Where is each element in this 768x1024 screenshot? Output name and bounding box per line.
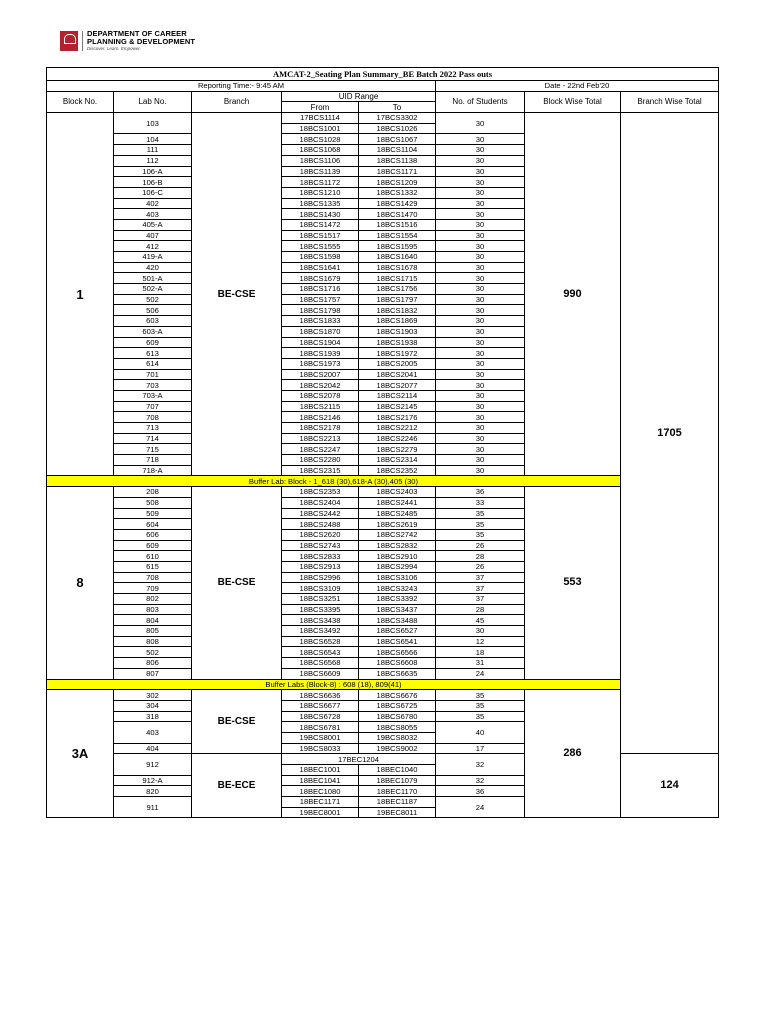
lab-no-cell: 419-A	[114, 252, 192, 263]
lab-no-cell: 604	[114, 519, 192, 530]
lab-no-cell: 806	[114, 658, 192, 669]
uid-to-cell: 18BEC1170	[359, 786, 436, 797]
sheet-title: AMCAT-2_Seating Plan Summary_BE Batch 2022 Pass outs	[47, 68, 719, 81]
uid-to-cell: 18BCS1138	[359, 155, 436, 166]
lab-no-cell: 412	[114, 241, 192, 252]
uid-to-cell: 18BCS1715	[359, 273, 436, 284]
students-cell: 30	[436, 155, 525, 166]
uid-from-cell: 19BEC8001	[282, 807, 359, 818]
uid-from-cell: 18BEC1080	[282, 786, 359, 797]
logo-line-2: PLANNING & DEVELOPMENT	[87, 37, 196, 46]
uid-from-cell: 18BCS1517	[282, 230, 359, 241]
lab-no-cell: 403	[114, 209, 192, 220]
lab-no-cell: 701	[114, 369, 192, 380]
uid-to-cell: 18BCS6725	[359, 700, 436, 711]
students-cell: 12	[436, 636, 525, 647]
uid-to-cell: 18BCS1067	[359, 134, 436, 145]
uid-to-cell: 18BCS6780	[359, 711, 436, 722]
uid-to-cell: 18BCS3243	[359, 583, 436, 594]
uid-to-cell: 18BCS1756	[359, 284, 436, 295]
uid-to-cell: 18BCS6676	[359, 690, 436, 701]
uid-from-cell: 18BCS1472	[282, 219, 359, 230]
uid-to-cell: 18BCS1640	[359, 252, 436, 263]
uid-to-cell: 18BCS1516	[359, 219, 436, 230]
lab-no-cell: 802	[114, 594, 192, 605]
branch-cell: BE-CSE	[192, 487, 282, 679]
students-cell: 30	[436, 390, 525, 401]
lab-no-cell: 609	[114, 337, 192, 348]
uid-to-cell: 18BCS2145	[359, 401, 436, 412]
buffer-lab-note: Buffer Labs (Block-8) : 608 (18), 809(41)	[47, 679, 621, 690]
uid-from-cell: 18BCS1716	[282, 284, 359, 295]
uid-from-cell: 18BCS3438	[282, 615, 359, 626]
lab-no-cell: 803	[114, 604, 192, 615]
uid-from-cell: 18BCS2353	[282, 487, 359, 498]
uid-from-cell: 18BCS2315	[282, 465, 359, 476]
lab-no-cell: 506	[114, 305, 192, 316]
uid-from-cell: 18BCS1028	[282, 134, 359, 145]
students-cell: 35	[436, 529, 525, 540]
lab-no-cell: 318	[114, 711, 192, 722]
students-cell: 28	[436, 551, 525, 562]
uid-from-cell: 18BCS2913	[282, 561, 359, 572]
uid-to-cell: 18BCS1869	[359, 316, 436, 327]
branch-total-cell: 1705	[621, 113, 719, 754]
lab-no-cell: 606	[114, 529, 192, 540]
header-branch-wise-total: Branch Wise Total	[621, 91, 719, 112]
lab-no-cell: 610	[114, 551, 192, 562]
students-cell: 35	[436, 700, 525, 711]
uid-to-cell: 18BCS2352	[359, 465, 436, 476]
students-cell: 35	[436, 711, 525, 722]
header-no-of-students: No. of Students	[436, 91, 525, 112]
students-cell: 30	[436, 412, 525, 423]
uid-from-cell: 17BCS1114	[282, 113, 359, 124]
lab-no-cell: 402	[114, 198, 192, 209]
uid-to-cell: 18BEC1187	[359, 797, 436, 808]
lab-no-cell: 708	[114, 412, 192, 423]
uid-to-cell: 18BCS2114	[359, 390, 436, 401]
uid-from-cell: 18BCS2078	[282, 390, 359, 401]
block-total-cell: 553	[525, 487, 621, 679]
uid-to-cell: 18BCS1554	[359, 230, 436, 241]
students-cell: 30	[436, 305, 525, 316]
lab-no-cell: 104	[114, 134, 192, 145]
students-cell: 30	[436, 209, 525, 220]
uid-from-cell: 18BCS2042	[282, 380, 359, 391]
students-cell: 26	[436, 561, 525, 572]
students-cell: 30	[436, 134, 525, 145]
uid-from-cell: 18BCS2007	[282, 369, 359, 380]
lab-no-cell: 208	[114, 487, 192, 498]
uid-from-cell: 18BCS2404	[282, 497, 359, 508]
table-row	[47, 487, 719, 498]
students-cell: 30	[436, 423, 525, 434]
table-row	[47, 679, 719, 690]
uid-to-cell: 18BCS1797	[359, 294, 436, 305]
lab-no-cell: 820	[114, 786, 192, 797]
uid-from-cell: 18BCS3395	[282, 604, 359, 615]
uid-from-cell: 18BCS2213	[282, 433, 359, 444]
uid-from-cell: 18BCS1001	[282, 123, 359, 134]
students-cell: 30	[436, 444, 525, 455]
uid-to-cell: 18BCS1595	[359, 241, 436, 252]
branch-total-cell: 124	[621, 754, 719, 818]
uid-to-cell: 18BCS3437	[359, 604, 436, 615]
exam-date: Date - 22nd Feb'20	[436, 81, 719, 92]
branch-cell: BE-ECE	[192, 754, 282, 818]
uid-to-cell: 18BCS2441	[359, 497, 436, 508]
lab-no-cell: 805	[114, 626, 192, 637]
uid-to-cell: 18BCS1104	[359, 145, 436, 156]
lab-no-cell: 703-A	[114, 390, 192, 401]
uid-to-cell: 18BCS8055	[359, 722, 436, 733]
uid-to-cell: 18BCS1938	[359, 337, 436, 348]
uid-from-cell: 18BCS2488	[282, 519, 359, 530]
uid-from-cell: 18BEC1041	[282, 775, 359, 786]
block-total-cell: 286	[525, 690, 621, 818]
uid-to-cell: 18BCS2041	[359, 369, 436, 380]
lab-no-cell: 302	[114, 690, 192, 701]
uid-from-cell: 18BCS1904	[282, 337, 359, 348]
lab-no-cell: 808	[114, 636, 192, 647]
lab-no-cell: 709	[114, 583, 192, 594]
students-cell: 30	[436, 465, 525, 476]
uid-to-cell: 18BCS1332	[359, 187, 436, 198]
lab-no-cell: 603	[114, 316, 192, 327]
uid-to-cell: 18BCS3392	[359, 594, 436, 605]
uid-from-cell: 19BCS8033	[282, 743, 359, 754]
uid-from-cell: 18BCS1210	[282, 187, 359, 198]
lab-no-cell: 112	[114, 155, 192, 166]
students-cell: 30	[436, 230, 525, 241]
uid-from-cell: 18BCS1068	[282, 145, 359, 156]
students-cell: 30	[436, 294, 525, 305]
lab-no-cell: 103	[114, 113, 192, 134]
header-block-wise-total: Block Wise Total	[525, 91, 621, 112]
lab-no-cell: 614	[114, 358, 192, 369]
uid-from-cell: 18BCS6568	[282, 658, 359, 669]
uid-from-cell: 18BCS2442	[282, 508, 359, 519]
students-cell: 40	[436, 722, 525, 743]
uid-from-cell: 18BCS2743	[282, 540, 359, 551]
header-uid-range: UID Range	[282, 91, 436, 102]
lab-no-cell: 804	[114, 615, 192, 626]
header-block-no: Block No.	[47, 91, 114, 112]
uid-from-cell: 18BCS6543	[282, 647, 359, 658]
lab-no-cell: 420	[114, 262, 192, 273]
students-cell: 30	[436, 166, 525, 177]
lab-no-cell: 509	[114, 508, 192, 519]
header-uid-to: To	[359, 102, 436, 113]
uid-to-cell: 18BCS1026	[359, 123, 436, 134]
uid-from-cell: 18BCS1598	[282, 252, 359, 263]
students-cell: 30	[436, 252, 525, 263]
table-row	[47, 113, 719, 124]
uid-from-cell: 18BCS2620	[282, 529, 359, 540]
university-emblem-icon	[60, 31, 78, 51]
uid-to-cell: 17BCS3302	[359, 113, 436, 124]
uid-to-cell: 18BCS1678	[359, 262, 436, 273]
buffer-lab-note: Buffer Lab: Block - 1_618 (30),618-A (30),405 (30)	[47, 476, 621, 487]
students-cell: 35	[436, 690, 525, 701]
students-cell: 30	[436, 262, 525, 273]
uid-from-cell: 19BCS8001	[282, 732, 359, 743]
students-cell: 30	[436, 198, 525, 209]
uid-from-cell: 18BCS2178	[282, 423, 359, 434]
uid-to-cell: 18BCS2279	[359, 444, 436, 455]
lab-no-cell: 405-A	[114, 219, 192, 230]
uid-to-cell: 18BCS6527	[359, 626, 436, 637]
uid-from-cell: 18BCS1757	[282, 294, 359, 305]
uid-to-cell: 18BCS1470	[359, 209, 436, 220]
students-cell: 30	[436, 401, 525, 412]
uid-to-cell: 18BCS2314	[359, 455, 436, 466]
lab-no-cell: 615	[114, 561, 192, 572]
branch-cell: BE-CSE	[192, 690, 282, 754]
lab-no-cell: 502	[114, 294, 192, 305]
uid-to-cell: 18BCS1171	[359, 166, 436, 177]
lab-no-cell: 106-A	[114, 166, 192, 177]
uid-from-cell: 18BCS3492	[282, 626, 359, 637]
students-cell: 30	[436, 348, 525, 359]
branch-cell: BE-CSE	[192, 113, 282, 476]
students-cell: 30	[436, 455, 525, 466]
uid-from-cell: 18BCS1973	[282, 358, 359, 369]
uid-from-cell: 18BCS6528	[282, 636, 359, 647]
students-cell: 30	[436, 358, 525, 369]
uid-from-cell: 18BCS1798	[282, 305, 359, 316]
lab-no-cell: 807	[114, 668, 192, 679]
students-cell: 36	[436, 487, 525, 498]
uid-to-cell: 18BCS1903	[359, 326, 436, 337]
lab-no-cell: 912	[114, 754, 192, 775]
students-cell: 28	[436, 604, 525, 615]
uid-from-cell: 18BCS2996	[282, 572, 359, 583]
uid-to-cell: 18BCS1429	[359, 198, 436, 209]
students-cell: 30	[436, 380, 525, 391]
uid-from-cell: 18BCS1430	[282, 209, 359, 220]
lab-no-cell: 703	[114, 380, 192, 391]
uid-to-cell: 18BCS1972	[359, 348, 436, 359]
lab-no-cell: 111	[114, 145, 192, 156]
block-no-cell: 8	[47, 487, 114, 679]
uid-to-cell: 18BCS2832	[359, 540, 436, 551]
uid-to-cell: 18BEC1040	[359, 765, 436, 776]
uid-to-cell: 18BCS2176	[359, 412, 436, 423]
uid-from-cell: 18BCS6728	[282, 711, 359, 722]
uid-from-cell: 18BCS1679	[282, 273, 359, 284]
students-cell: 30	[436, 113, 525, 134]
students-cell: 17	[436, 743, 525, 754]
block-no-cell: 3A	[47, 690, 114, 818]
uid-from-cell: 18BCS1870	[282, 326, 359, 337]
uid-to-cell: 18BCS2403	[359, 487, 436, 498]
uid-range-cell: 17BEC1204	[282, 754, 436, 765]
lab-no-cell: 106-B	[114, 177, 192, 188]
students-cell: 26	[436, 540, 525, 551]
logo-line-1: DEPARTMENT OF CAREER	[87, 29, 187, 38]
students-cell: 30	[436, 626, 525, 637]
uid-to-cell: 18BCS3488	[359, 615, 436, 626]
header-lab-no: Lab No.	[114, 91, 192, 112]
lab-no-cell: 501-A	[114, 273, 192, 284]
students-cell: 30	[436, 337, 525, 348]
uid-from-cell: 18BEC1171	[282, 797, 359, 808]
uid-to-cell: 18BCS2994	[359, 561, 436, 572]
uid-to-cell: 18BCS2246	[359, 433, 436, 444]
uid-from-cell: 18BCS1641	[282, 262, 359, 273]
students-cell: 30	[436, 369, 525, 380]
uid-from-cell: 18BCS1555	[282, 241, 359, 252]
uid-from-cell: 18BCS2115	[282, 401, 359, 412]
lab-no-cell: 609	[114, 540, 192, 551]
lab-no-cell: 304	[114, 700, 192, 711]
uid-to-cell: 19BCS8032	[359, 732, 436, 743]
block-total-cell: 990	[525, 113, 621, 476]
uid-to-cell: 18BCS2910	[359, 551, 436, 562]
uid-to-cell: 18BCS3106	[359, 572, 436, 583]
lab-no-cell: 708	[114, 572, 192, 583]
uid-from-cell: 18BCS1139	[282, 166, 359, 177]
uid-from-cell: 18BCS6781	[282, 722, 359, 733]
students-cell: 30	[436, 177, 525, 188]
uid-from-cell: 18BCS1172	[282, 177, 359, 188]
uid-from-cell: 18BEC1001	[282, 765, 359, 776]
lab-no-cell: 502-A	[114, 284, 192, 295]
uid-to-cell: 19BEC8011	[359, 807, 436, 818]
uid-to-cell: 18BCS2005	[359, 358, 436, 369]
uid-to-cell: 18BCS1832	[359, 305, 436, 316]
lab-no-cell: 911	[114, 797, 192, 818]
students-cell: 32	[436, 775, 525, 786]
lab-no-cell: 403	[114, 722, 192, 743]
students-cell: 45	[436, 615, 525, 626]
uid-to-cell: 18BCS2077	[359, 380, 436, 391]
uid-from-cell: 18BCS1939	[282, 348, 359, 359]
uid-from-cell: 18BCS2247	[282, 444, 359, 455]
students-cell: 30	[436, 145, 525, 156]
students-cell: 30	[436, 219, 525, 230]
uid-to-cell: 19BCS9002	[359, 743, 436, 754]
uid-to-cell: 18BCS6635	[359, 668, 436, 679]
students-cell: 37	[436, 583, 525, 594]
students-cell: 30	[436, 284, 525, 295]
lab-no-cell: 713	[114, 423, 192, 434]
students-cell: 35	[436, 508, 525, 519]
uid-from-cell: 18BCS6609	[282, 668, 359, 679]
lab-no-cell: 603-A	[114, 326, 192, 337]
uid-to-cell: 18BEC1079	[359, 775, 436, 786]
lab-no-cell: 718-A	[114, 465, 192, 476]
students-cell: 30	[436, 187, 525, 198]
students-cell: 24	[436, 668, 525, 679]
header-branch: Branch	[192, 91, 282, 112]
seating-plan-table	[46, 67, 719, 818]
uid-from-cell: 18BCS1833	[282, 316, 359, 327]
students-cell: 32	[436, 754, 525, 775]
lab-no-cell: 106-C	[114, 187, 192, 198]
uid-from-cell: 18BCS2833	[282, 551, 359, 562]
header-uid-from: From	[282, 102, 359, 113]
students-cell: 35	[436, 519, 525, 530]
students-cell: 31	[436, 658, 525, 669]
students-cell: 30	[436, 316, 525, 327]
students-cell: 37	[436, 572, 525, 583]
uid-from-cell: 18BCS3251	[282, 594, 359, 605]
lab-no-cell: 613	[114, 348, 192, 359]
students-cell: 36	[436, 786, 525, 797]
lab-no-cell: 912-A	[114, 775, 192, 786]
table-row	[47, 690, 719, 701]
block-no-cell: 1	[47, 113, 114, 476]
uid-to-cell: 18BCS2742	[359, 529, 436, 540]
uid-to-cell: 18BCS6566	[359, 647, 436, 658]
lab-no-cell: 714	[114, 433, 192, 444]
uid-from-cell: 18BCS6677	[282, 700, 359, 711]
lab-no-cell: 508	[114, 497, 192, 508]
logo-tagline: Discover. Learn. Empower.	[87, 46, 141, 51]
reporting-time: Reporting Time:- 9:45 AM	[47, 81, 436, 92]
uid-from-cell: 18BCS6636	[282, 690, 359, 701]
students-cell: 30	[436, 241, 525, 252]
students-cell: 30	[436, 273, 525, 284]
uid-from-cell: 18BCS2146	[282, 412, 359, 423]
uid-from-cell: 18BCS2280	[282, 455, 359, 466]
uid-from-cell: 18BCS1106	[282, 155, 359, 166]
lab-no-cell: 715	[114, 444, 192, 455]
uid-to-cell: 18BCS6608	[359, 658, 436, 669]
uid-to-cell: 18BCS6541	[359, 636, 436, 647]
department-logo	[60, 30, 195, 52]
uid-to-cell: 18BCS1209	[359, 177, 436, 188]
uid-to-cell: 18BCS2485	[359, 508, 436, 519]
students-cell: 37	[436, 594, 525, 605]
students-cell: 30	[436, 433, 525, 444]
uid-from-cell: 18BCS3109	[282, 583, 359, 594]
uid-to-cell: 18BCS2212	[359, 423, 436, 434]
students-cell: 18	[436, 647, 525, 658]
lab-no-cell: 707	[114, 401, 192, 412]
students-cell: 30	[436, 326, 525, 337]
lab-no-cell: 718	[114, 455, 192, 466]
uid-to-cell: 18BCS2619	[359, 519, 436, 530]
lab-no-cell: 407	[114, 230, 192, 241]
lab-no-cell: 502	[114, 647, 192, 658]
students-cell: 33	[436, 497, 525, 508]
table-row	[47, 476, 719, 487]
students-cell: 24	[436, 797, 525, 818]
lab-no-cell: 404	[114, 743, 192, 754]
uid-from-cell: 18BCS1335	[282, 198, 359, 209]
